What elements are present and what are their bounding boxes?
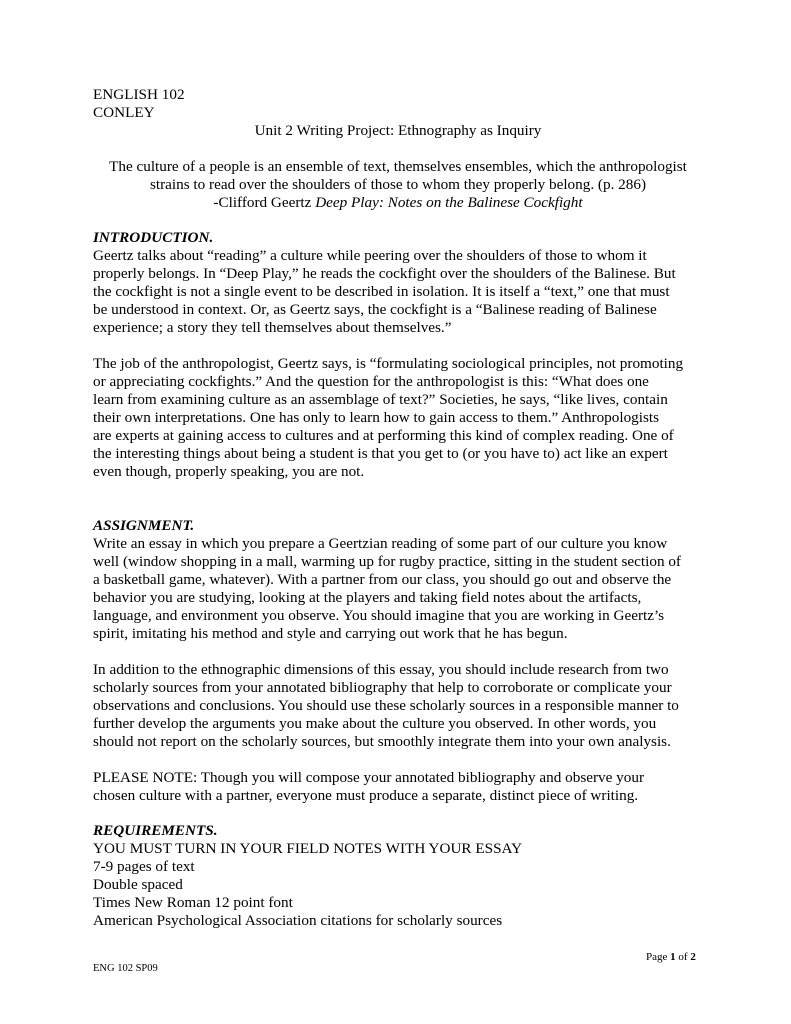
text-line: behavior you are studying, looking at the players and taking field notes about the artifacts, — [93, 589, 642, 606]
text-line: are experts at gaining access to cultures and at performing this kind of complex reading. One of — [93, 427, 674, 444]
text-line: spirit, imitating his method and style and carrying out work that he has begun. — [93, 625, 568, 642]
instructor-name: CONLEY — [93, 104, 155, 121]
text-line: even though, properly speaking, you are not. — [93, 463, 365, 480]
requirement-item: 7-9 pages of text — [93, 858, 195, 875]
requirements-section — [93, 822, 703, 930]
text-line: properly belongs. In “Deep Play,” he reads the cockfight over the shoulders of the Balinese. But — [93, 265, 676, 282]
requirements-heading: REQUIREMENTS. — [93, 822, 218, 839]
page-prefix: Page — [646, 951, 671, 963]
page-number — [646, 951, 696, 963]
total-pages: 2 — [690, 951, 696, 963]
text-line: Write an essay in which you prepare a Geertzian reading of some part of our culture you know — [93, 535, 668, 552]
text-line: Geertz talks about “reading” a culture while peering over the shoulders of those to whom it — [93, 247, 647, 264]
text-line: observations and conclusions. You should use these scholarly sources in a responsible manner to — [93, 697, 679, 714]
attribution-author: -Clifford Geertz — [213, 194, 316, 211]
text-line: be understood in context. Or, as Geertz says, the cockfight is a “Balinese reading of Balinese — [93, 301, 657, 318]
assignment-heading: ASSIGNMENT. — [93, 517, 195, 534]
epigraph-attribution — [93, 194, 703, 212]
text-line: should not report on the scholarly sources, but smoothly integrate them into your own analysis. — [93, 733, 671, 750]
text-line: In addition to the ethnographic dimensions of this essay, you should include research from two — [93, 661, 669, 678]
text-line: the cockfight is not a single event to be described in isolation. It is itself a “text,” one that must — [93, 283, 670, 300]
text-line: PLEASE NOTE: Though you will compose your annotated bibliography and observe your — [93, 769, 645, 786]
introduction-section — [93, 229, 703, 481]
text-line: language, and environment you observe. You should imagine that you are working in Geertz’s — [93, 607, 665, 624]
document-body — [93, 86, 703, 930]
text-line: The job of the anthropologist, Geertz says, is “formulating sociological principles, not promoting — [93, 355, 684, 372]
text-line: the interesting things about being a student is that you get to (or you have to) act like an expert — [93, 445, 668, 462]
epigraph-line: The culture of a people is an ensemble of text, themselves ensembles, which the anthropologist — [109, 158, 687, 175]
attribution-source-title: Deep Play: Notes on the Balinese Cockfight — [315, 194, 583, 211]
text-line: scholarly sources from your annotated bibliography that help to corroborate or complicate your — [93, 679, 672, 696]
requirement-item: American Psychological Association citations for scholarly sources — [93, 912, 503, 929]
assignment-section — [93, 517, 703, 805]
assignment-note — [93, 769, 703, 805]
epigraph — [93, 158, 703, 212]
text-line: well (window shopping in a mall, warming up for rugby practice, sitting in the student section of — [93, 553, 681, 570]
requirement-item: YOU MUST TURN IN YOUR FIELD NOTES WITH YOUR ESSAY — [93, 840, 523, 857]
requirement-item: Double spaced — [93, 876, 183, 893]
course-name: ENGLISH 102 — [93, 86, 185, 103]
text-line: further develop the arguments you make about the culture you observed. In other words, you — [93, 715, 657, 732]
introduction-heading: INTRODUCTION. — [93, 229, 214, 246]
epigraph-line: strains to read over the shoulders of those to whom they properly belong. (p. 286) — [149, 176, 647, 193]
page-of: of — [675, 951, 691, 963]
text-line: chosen culture with a partner, everyone must produce a separate, distinct piece of writing. — [93, 787, 639, 804]
current-page: 1 — [670, 951, 676, 963]
text-line: a basketball game, whatever). With a partner from our class, you should go out and observe the — [93, 571, 672, 588]
document-title: Unit 2 Writing Project: Ethnography as Inquiry — [254, 122, 542, 139]
text-line: learn from examining culture as an assemblage of text?” Societies, he says, “like lives, contain — [93, 391, 668, 408]
introduction-paragraph-2 — [93, 355, 703, 481]
text-line: or appreciating cockfights.” And the question for the anthropologist is this: “What does one — [93, 373, 649, 390]
introduction-paragraph-1 — [93, 247, 703, 337]
assignment-paragraph-1 — [93, 535, 703, 643]
footer-course-code: ENG 102 SP09 — [93, 963, 158, 974]
requirement-item: Times New Roman 12 point font — [93, 894, 293, 911]
assignment-paragraph-2 — [93, 661, 703, 751]
text-line: experience; a story they tell themselves about themselves.” — [93, 319, 452, 336]
text-line: their own interpretations. One has only to learn how to gain access to them.” Anthropologists — [93, 409, 660, 426]
